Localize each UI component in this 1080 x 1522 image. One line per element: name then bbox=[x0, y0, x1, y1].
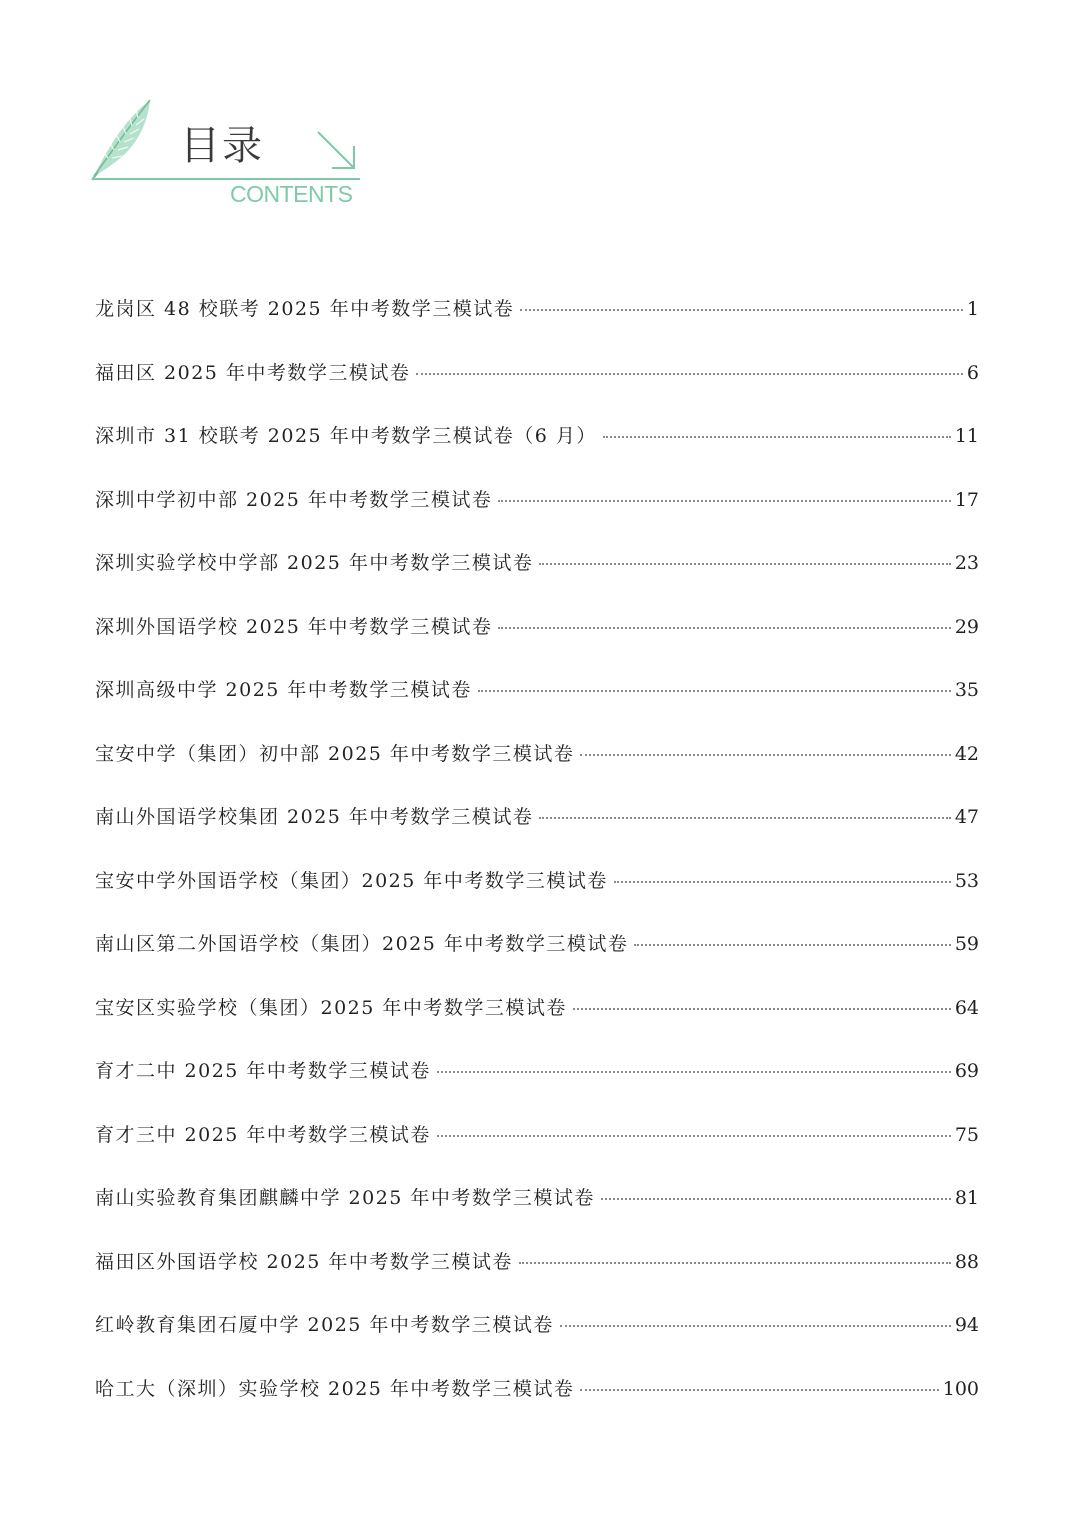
toc-leader-dots bbox=[603, 436, 951, 438]
toc-entry-title: 南山实验教育集团麒麟中学 2025 年中考数学三模试卷 bbox=[95, 1187, 595, 1209]
toc-entry[interactable] bbox=[95, 532, 979, 596]
toc-entry-page: 29 bbox=[954, 615, 979, 638]
page-subtitle: CONTENTS bbox=[230, 181, 353, 207]
toc-leader-dots bbox=[478, 690, 951, 692]
toc-entry-title: 深圳外国语学校 2025 年中考数学三模试卷 bbox=[95, 615, 493, 638]
toc-entry-page: 75 bbox=[954, 1123, 979, 1146]
toc-entry-page: 59 bbox=[954, 933, 979, 955]
toc-entry-page: 53 bbox=[954, 869, 979, 892]
toc-entry-page: 35 bbox=[954, 679, 979, 701]
toc-entry-title: 宝安中学外国语学校（集团）2025 年中考数学三模试卷 bbox=[95, 869, 608, 892]
toc-entry[interactable] bbox=[95, 913, 979, 977]
toc-entry-title: 红岭教育集团石厦中学 2025 年中考数学三模试卷 bbox=[95, 1314, 554, 1336]
toc-entry[interactable] bbox=[95, 1358, 979, 1422]
toc-leader-dots bbox=[539, 817, 950, 819]
toc-entry-title: 福田区 2025 年中考数学三模试卷 bbox=[95, 361, 411, 384]
toc-leader-dots bbox=[539, 563, 950, 565]
toc-leader-dots bbox=[498, 627, 950, 629]
page-title: 目录 bbox=[180, 123, 264, 169]
toc-entry-title: 福田区外国语学校 2025 年中考数学三模试卷 bbox=[95, 1250, 513, 1273]
toc-leader-dots bbox=[416, 373, 962, 375]
toc-entry[interactable] bbox=[95, 659, 979, 723]
toc-entry-title: 南山外国语学校集团 2025 年中考数学三模试卷 bbox=[95, 806, 534, 828]
table-of-contents bbox=[95, 278, 979, 1421]
toc-entry[interactable] bbox=[95, 469, 979, 533]
toc-entry-page: 100 bbox=[942, 1377, 979, 1400]
toc-leader-dots bbox=[580, 1389, 938, 1391]
toc-leader-dots bbox=[614, 881, 951, 883]
toc-entry[interactable] bbox=[95, 850, 979, 914]
toc-entry[interactable] bbox=[95, 278, 979, 342]
toc-leader-dots bbox=[437, 1135, 951, 1137]
toc-leader-dots bbox=[580, 754, 950, 756]
arrow-down-right-icon bbox=[314, 128, 360, 174]
toc-entry-title: 哈工大（深圳）实验学校 2025 年中考数学三模试卷 bbox=[95, 1377, 575, 1400]
toc-entry-title: 南山区第二外国语学校（集团）2025 年中考数学三模试卷 bbox=[95, 933, 629, 955]
toc-entry-page: 47 bbox=[954, 806, 979, 828]
toc-entry[interactable] bbox=[95, 342, 979, 406]
contents-header bbox=[88, 92, 368, 212]
toc-leader-dots bbox=[437, 1071, 951, 1073]
toc-entry[interactable] bbox=[95, 723, 979, 787]
toc-entry[interactable] bbox=[95, 1104, 979, 1168]
toc-entry[interactable] bbox=[95, 405, 979, 469]
toc-entry-title: 深圳实验学校中学部 2025 年中考数学三模试卷 bbox=[95, 552, 534, 574]
toc-entry-title: 深圳高级中学 2025 年中考数学三模试卷 bbox=[95, 679, 472, 701]
toc-entry[interactable] bbox=[95, 1231, 979, 1295]
toc-entry-title: 龙岗区 48 校联考 2025 年中考数学三模试卷 bbox=[95, 298, 515, 320]
toc-entry[interactable] bbox=[95, 596, 979, 660]
toc-entry[interactable] bbox=[95, 1294, 979, 1358]
toc-entry[interactable] bbox=[95, 786, 979, 850]
toc-leader-dots bbox=[601, 1198, 951, 1200]
toc-leader-dots bbox=[634, 944, 950, 946]
toc-entry[interactable] bbox=[95, 1167, 979, 1231]
toc-entry-page: 81 bbox=[954, 1187, 979, 1209]
toc-entry-page: 94 bbox=[954, 1314, 979, 1336]
toc-entry-page: 69 bbox=[954, 1060, 979, 1082]
toc-leader-dots bbox=[498, 500, 950, 502]
feather-icon bbox=[88, 92, 158, 182]
toc-entry-page: 17 bbox=[954, 488, 979, 511]
toc-leader-dots bbox=[520, 309, 963, 311]
toc-entry-page: 11 bbox=[954, 425, 979, 447]
toc-entry-title: 宝安区实验学校（集团）2025 年中考数学三模试卷 bbox=[95, 996, 567, 1019]
toc-leader-dots bbox=[573, 1008, 951, 1010]
toc-entry[interactable] bbox=[95, 977, 979, 1041]
toc-entry-page: 64 bbox=[954, 996, 979, 1019]
toc-entry-title: 育才三中 2025 年中考数学三模试卷 bbox=[95, 1123, 431, 1146]
toc-entry-title: 宝安中学（集团）初中部 2025 年中考数学三模试卷 bbox=[95, 742, 575, 765]
toc-entry-page: 88 bbox=[954, 1250, 979, 1273]
toc-entry-title: 深圳市 31 校联考 2025 年中考数学三模试卷（6 月） bbox=[95, 425, 597, 447]
toc-entry[interactable] bbox=[95, 1040, 979, 1104]
toc-entry-title: 育才二中 2025 年中考数学三模试卷 bbox=[95, 1060, 431, 1082]
toc-leader-dots bbox=[560, 1325, 951, 1327]
toc-entry-page: 23 bbox=[954, 552, 979, 574]
toc-entry-title: 深圳中学初中部 2025 年中考数学三模试卷 bbox=[95, 488, 493, 511]
toc-entry-page: 1 bbox=[966, 298, 979, 320]
toc-leader-dots bbox=[519, 1262, 951, 1264]
toc-entry-page: 6 bbox=[966, 361, 979, 384]
toc-entry-page: 42 bbox=[954, 742, 979, 765]
